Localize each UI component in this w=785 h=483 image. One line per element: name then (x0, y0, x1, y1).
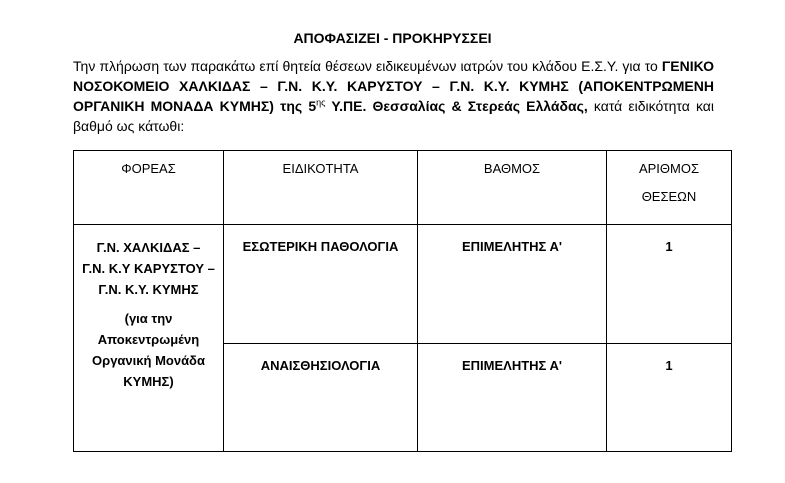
carrier-line-3: Γ.Ν. Κ.Υ. ΚΥΜΗΣ (98, 282, 199, 297)
row1-specialty: ΕΣΩΤΕΡΙΚΗ ΠΑΘΟΛΟΓΙΑ (224, 225, 418, 344)
intro-superscript: ης (316, 97, 326, 108)
carrier-sub-2: Αποκεντρωμένη (97, 332, 200, 347)
table-row (74, 225, 732, 344)
decision-title: ΑΠΟΦΑΣΙΖΕΙ - ΠΡΟΚΗΡΥΣΣΕΙ (293, 30, 492, 46)
positions-table (73, 150, 732, 452)
header-carrier: ΦΟΡΕΑΣ (74, 151, 224, 225)
carrier-line-1: Γ.Ν. ΧΑΛΚΙΔΑΣ – (96, 240, 201, 255)
intro-text-2: κατά ειδικότητα και βαθμό ως κάτωθι: (73, 98, 714, 134)
carrier-line-2: Γ.Ν. Κ.Υ ΚΑΡΥΣΤΟΥ – (82, 261, 215, 276)
carrier-sub-4: ΚΥΜΗΣ) (123, 374, 174, 389)
row1-grade: ΕΠΙΜΕΛΗΤΗΣ Α' (418, 225, 607, 344)
header-specialty: ΕΙΔΙΚΟΤΗΤΑ (224, 151, 418, 225)
header-count-line2: ΘΕΣΕΩΝ (641, 189, 697, 204)
row2-specialty: ΑΝΑΙΣΘΗΣΙΟΛΟΓΙΑ (224, 344, 418, 452)
table-header-row (74, 151, 732, 225)
intro-text-1: Την πλήρωση των παρακάτω επί θητεία θέσεων ειδικευμένων ιατρών του κλάδου Ε.Σ.Υ. για το (73, 58, 662, 74)
carrier-cell (74, 225, 224, 452)
intro-bold-2: Υ.ΠΕ. Θεσσαλίας & Στερεάς Ελλάδας, (325, 98, 588, 114)
intro-paragraph (73, 56, 714, 136)
header-grade: ΒΑΘΜΟΣ (418, 151, 607, 225)
intro-bold-1: ΓΕΝΙΚΟ ΝΟΣΟΚΟΜΕΙΟ ΧΑΛΚΙΔΑΣ – Γ.Ν. Κ.Υ. ΚΑΡΥΣΤΟΥ – Γ.Ν. Κ.Υ. ΚΥΜΗΣ (ΑΠΟΚΕΝΤΡΩΜΕΝΗ ΟΡΓΑΝΙΚΗ ΜΟΝΑΔΑ ΚΥΜΗΣ) της 5 (73, 58, 714, 114)
header-count (607, 151, 732, 225)
header-count-line1: ΑΡΙΘΜΟΣ (638, 161, 700, 176)
row2-count: 1 (607, 344, 732, 452)
row1-count: 1 (607, 225, 732, 344)
row2-grade: ΕΠΙΜΕΛΗΤΗΣ Α' (418, 344, 607, 452)
carrier-sub-1: (για την (124, 311, 173, 326)
carrier-sub-3: Οργανική Μονάδα (92, 353, 205, 368)
